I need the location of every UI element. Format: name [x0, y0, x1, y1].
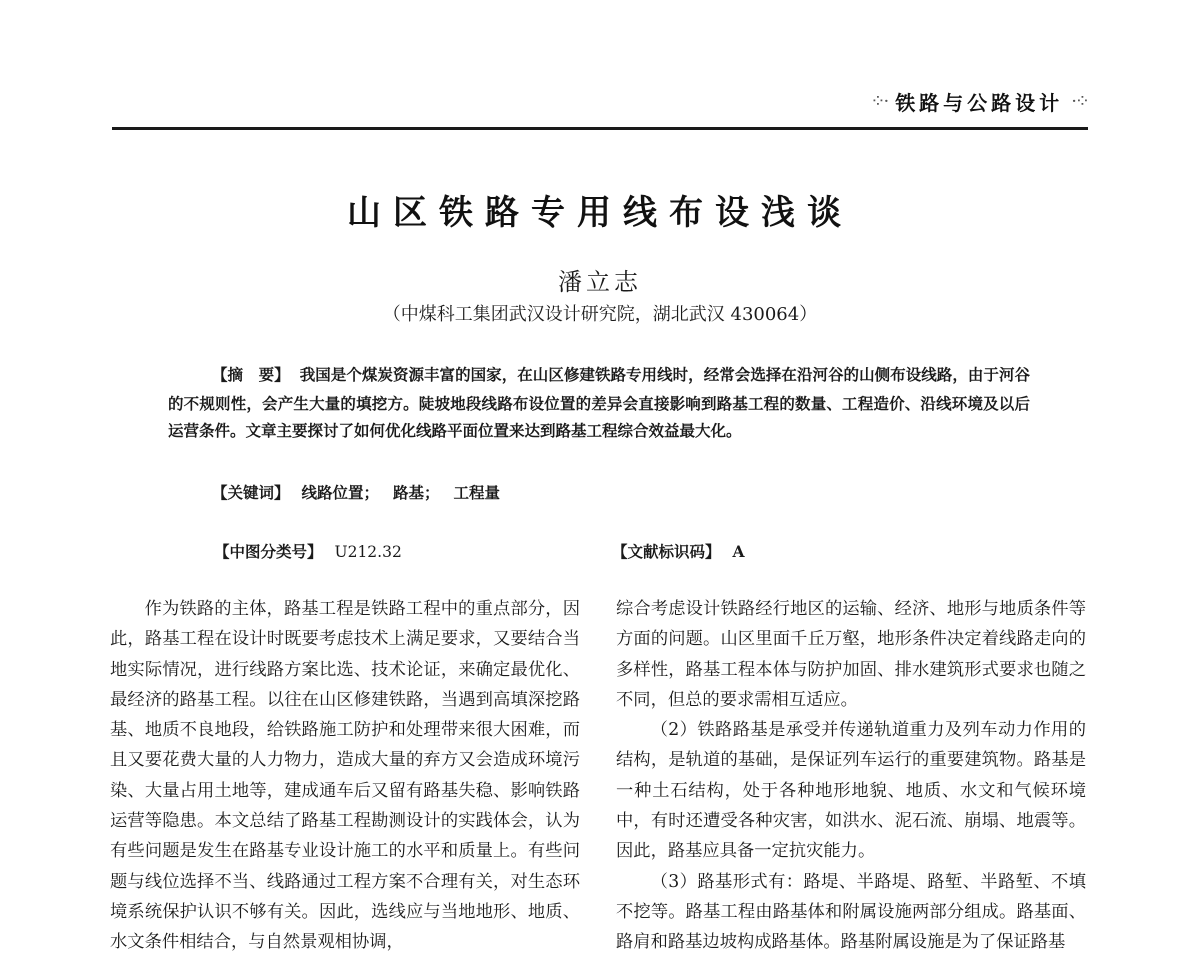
body-column-left: [110, 594, 580, 958]
author-affiliation: （中煤科工集团武汉设计研究院，湖北武汉 430064）: [382, 304, 818, 325]
document-code-value: A: [732, 542, 745, 561]
running-header: [870, 86, 1088, 116]
paragraph: 作为铁路的主体，路基工程是铁路工程中的重点部分，因此，路基工程在设计时既要考虑技术上满足要求，又要结合当地实际情况，进行线路方案比选、技术论证，来确定最优化、最经济的路基工程。以往在山区修建铁路，当遇到高填深挖路基、地质不良地段，给铁路施工防护和处理带来很大困难，而且又要花费大量的人力物力，造成大量的弃方又会造成环境污染、大量占用土地等，建成通车后又留有路基失稳、影响铁路运营等隐患。本文总结了路基工程勘测设计的实践体会，认为有些问题是发生在路基专业设计施工的水平和质量上。有些问题与线位选择不当、线路通过工程方案不合理有关，对生态环境系统保护认识不够有关。因此，选线应与当地地形、地质、水文条件相结合，与自然景观相协调，: [110, 599, 580, 953]
header-rule: [112, 127, 1088, 130]
author-name: 潘立志: [558, 268, 642, 296]
ornament-left-icon: ⁘·: [870, 90, 888, 112]
document-code-label: 【文献标识码】: [612, 543, 721, 561]
classification-value: U212.32: [334, 543, 402, 561]
body-column-right: [616, 594, 1086, 958]
classification-label: 【中图分类号】: [214, 543, 323, 561]
ornament-right-icon: ·⁘: [1071, 90, 1088, 112]
classification-number: [214, 540, 402, 562]
paragraph: （2）铁路路基是承受并传递轨道重力及列车动力作用的结构，是轨道的基础，是保证列车运行的重要建筑物。路基是一种土石结构，处于各种地形地貌、地质、水文和气候环境中，有时还遭受各种灾害，如洪水、泥石流、崩塌、地震等。因此，路基应具备一定抗灾能力。: [616, 720, 1086, 862]
section-title: 铁路与公路设计: [895, 90, 1064, 115]
abstract-label: 【摘 要】: [212, 366, 290, 384]
keyword-item: 线路位置；: [301, 483, 380, 502]
keyword-item: 路基；: [393, 483, 440, 502]
keywords-label: 【关键词】: [212, 484, 290, 502]
abstract: [168, 361, 1030, 445]
abstract-text: 我国是个煤炭资源丰富的国家，在山区修建铁路专用线时，经常会选择在沿河谷的山侧布设线路，由于河谷的不规则性，会产生大量的填挖方。陡坡地段线路布设位置的差异会直接影响到路基工程的数量、工程造价、沿线环境及以后运营条件。文章主要探讨了如何优化线路平面位置来达到路基工程综合效益最大化。: [168, 365, 1030, 441]
paper-title: 山区铁路专用线布设浅谈: [347, 193, 853, 233]
document-code: [612, 540, 745, 562]
keyword-item: 工程量: [453, 483, 501, 502]
paragraph: 综合考虑设计铁路经行地区的运输、经济、地形与地质条件等方面的问题。山区里面千丘万壑，地形条件决定着线路走向的多样性，路基工程本体与防护加固、排水建筑形式要求也随之不同，但总的要求需相互适应。: [616, 599, 1086, 710]
keywords: [168, 481, 514, 503]
paragraph: （3）路基形式有：路堤、半路堤、路堑、半路堑、不填不挖等。路基工程由路基体和附属设施两部分组成。路基面、路肩和路基边坡构成路基体。路基附属设施是为了保证路基: [616, 871, 1086, 953]
